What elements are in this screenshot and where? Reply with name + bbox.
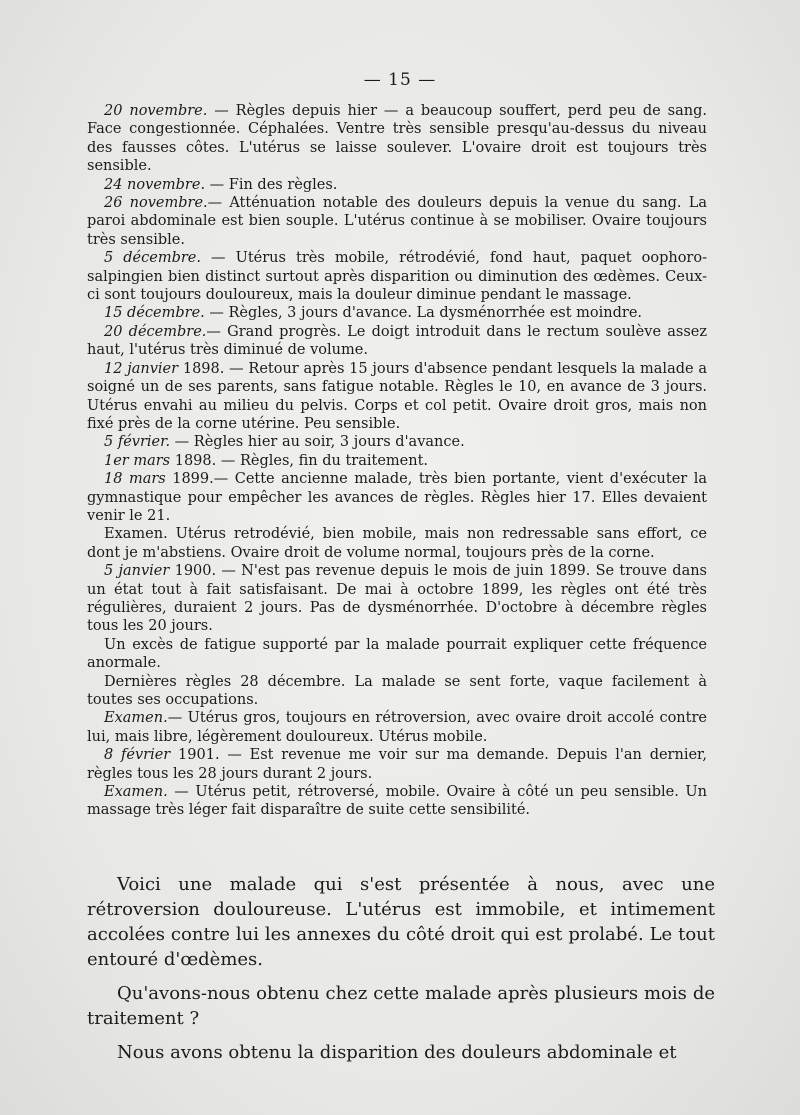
case-entry [87, 709, 707, 746]
case-entry [87, 673, 707, 710]
case-entry [87, 525, 707, 562]
entry-date: 24 novembre. [104, 176, 206, 193]
case-entry [87, 249, 707, 304]
entry-text: — Règles hier au soir, 3 jours d'avance. [170, 434, 465, 451]
case-entry [87, 433, 707, 451]
entry-text: — Règles, 3 jours d'avance. La dysménorrhée est moindre. [204, 305, 643, 322]
entry-date: 5 décembre. [104, 250, 201, 267]
case-entry [87, 304, 707, 322]
entry-text: 1900. — N'est pas revenue depuis le mois de juin 1899. Se trouve dans un état tout à fait satisfaisant. De mai à octobre 1899, les règles ont été très régulières, duraient 2 jours. Pas de dysménorrhée. D'octobre à décembre règles tous les 20 jours. [87, 563, 707, 635]
entry-date: 15 décembre. [104, 305, 205, 322]
case-entry [87, 746, 707, 783]
case-entry [87, 176, 707, 194]
entry-text: — Atténuation notable des douleurs depuis la venue du sang. La paroi abdominale est bien souple. L'utérus continue à se mobiliser. Ovaire toujours très sensible. [87, 195, 708, 248]
entry-date: 26 novembre. [104, 195, 208, 212]
case-entry [87, 783, 707, 820]
entry-date: 5 janvier [104, 563, 170, 580]
entry-text: Examen. Utérus retrodévié, bien mobile, mais non redressable sans effort, ce dont je m'abstiens. Ovaire droit de volume normal, toujours près de la corne. [87, 526, 707, 561]
entry-text: 1899.— Cette ancienne malade, très bien portante, vient d'exécuter la gymnastique pour empêcher les avances de règles. Règles hier 17. Elles devaient venir le 21. [87, 471, 707, 524]
case-entry [87, 194, 707, 249]
entry-text: Un excès de fatigue supporté par la malade pourrait expliquer cette fréquence anormale. [87, 636, 707, 672]
entry-date: 18 mars [104, 471, 166, 488]
case-entry [87, 360, 707, 434]
commentary [87, 872, 715, 1065]
case-entry [87, 452, 707, 470]
entry-text: 1898. — Règles, fin du traitement. [170, 452, 429, 469]
body-paragraph: Nous avons obtenu la disparition des douleurs abdominale et [117, 1042, 677, 1063]
entry-date: 8 février [104, 747, 171, 764]
entry-date: 20 novembre. [104, 103, 208, 119]
case-entry [87, 636, 707, 673]
entry-date: 12 janvier [104, 360, 179, 377]
case-entry [87, 102, 707, 176]
entry-text: — Utérus gros, toujours en rétroversion, avec ovaire droit accolé contre lui, mais libre, légèrement douloureux. Utérus mobile. [87, 710, 707, 745]
page-number: — 15 — [363, 70, 437, 90]
entry-text: — Grand progrès. Le doigt introduit dans le rectum soulève assez haut, l'utérus très diminué de volume. [87, 323, 707, 359]
entry-date: Examen. [104, 784, 168, 801]
entry-text: 1898. — Retour après 15 jours d'absence pendant lesquels la malade a soigné un de ses parents, sans fatigue notable. Règles le 10, en avance de 3 jours. Utérus envahi au milieu du pelvis. Corps et col petit. Ovaire droit gros, mais non fixé près de la corne utérine. Peu sensible. [87, 360, 707, 432]
entry-text: Dernières règles 28 décembre. La malade se sent forte, vaque facilement à toutes ses occupations. [87, 673, 707, 708]
entry-text: — Utérus petit, rétroversé, mobile. Ovaire à côté un peu sensible. Un massage très léger fait disparaître de suite cette sensibilité. [87, 784, 707, 819]
case-entry [87, 323, 707, 360]
entry-date: 1er mars [104, 452, 171, 469]
entry-date: Examen. [104, 710, 168, 727]
entry-text: — Règles depuis hier — a beaucoup souffert, perd peu de sang. Face congestionnée. Céphalées. Ventre très sensible presqu'au-dessus du niveau des fausses côtes. L'utérus se laisse soulever. L'ovaire droit est toujours très sensible. [87, 103, 707, 175]
body-paragraph: Qu'avons-nous obtenu chez cette malade après plusieurs mois de traitement ? [87, 983, 715, 1029]
entry-date: 20 décembre. [104, 323, 207, 340]
entry-text: — Fin des règles. [205, 176, 338, 193]
entry-text: — Utérus très mobile, rétrodévié, fond haut, paquet oophoro-salpingien bien distinct surtout après disparition ou diminution des œdèmes. Ceux-ci sont toujours douloureux, mais la douleur diminue pendant le massage. [87, 250, 707, 304]
case-entry [87, 562, 707, 636]
body-paragraph: Voici une malade qui s'est présentée à nous, avec une rétroversion douloureuse. L'utérus est immobile, et intimement accolées contre lui les annexes du côté droit qui est prolabé. Le tout entouré d'œdèmes. [87, 874, 715, 970]
entry-text: 1901. — Est revenue me voir sur ma demande. Depuis l'an dernier, règles tous les 28 jours durant 2 jours. [87, 747, 707, 782]
case-entry [87, 470, 707, 525]
case-notes [87, 102, 707, 820]
entry-date: 5 février. [104, 434, 171, 451]
